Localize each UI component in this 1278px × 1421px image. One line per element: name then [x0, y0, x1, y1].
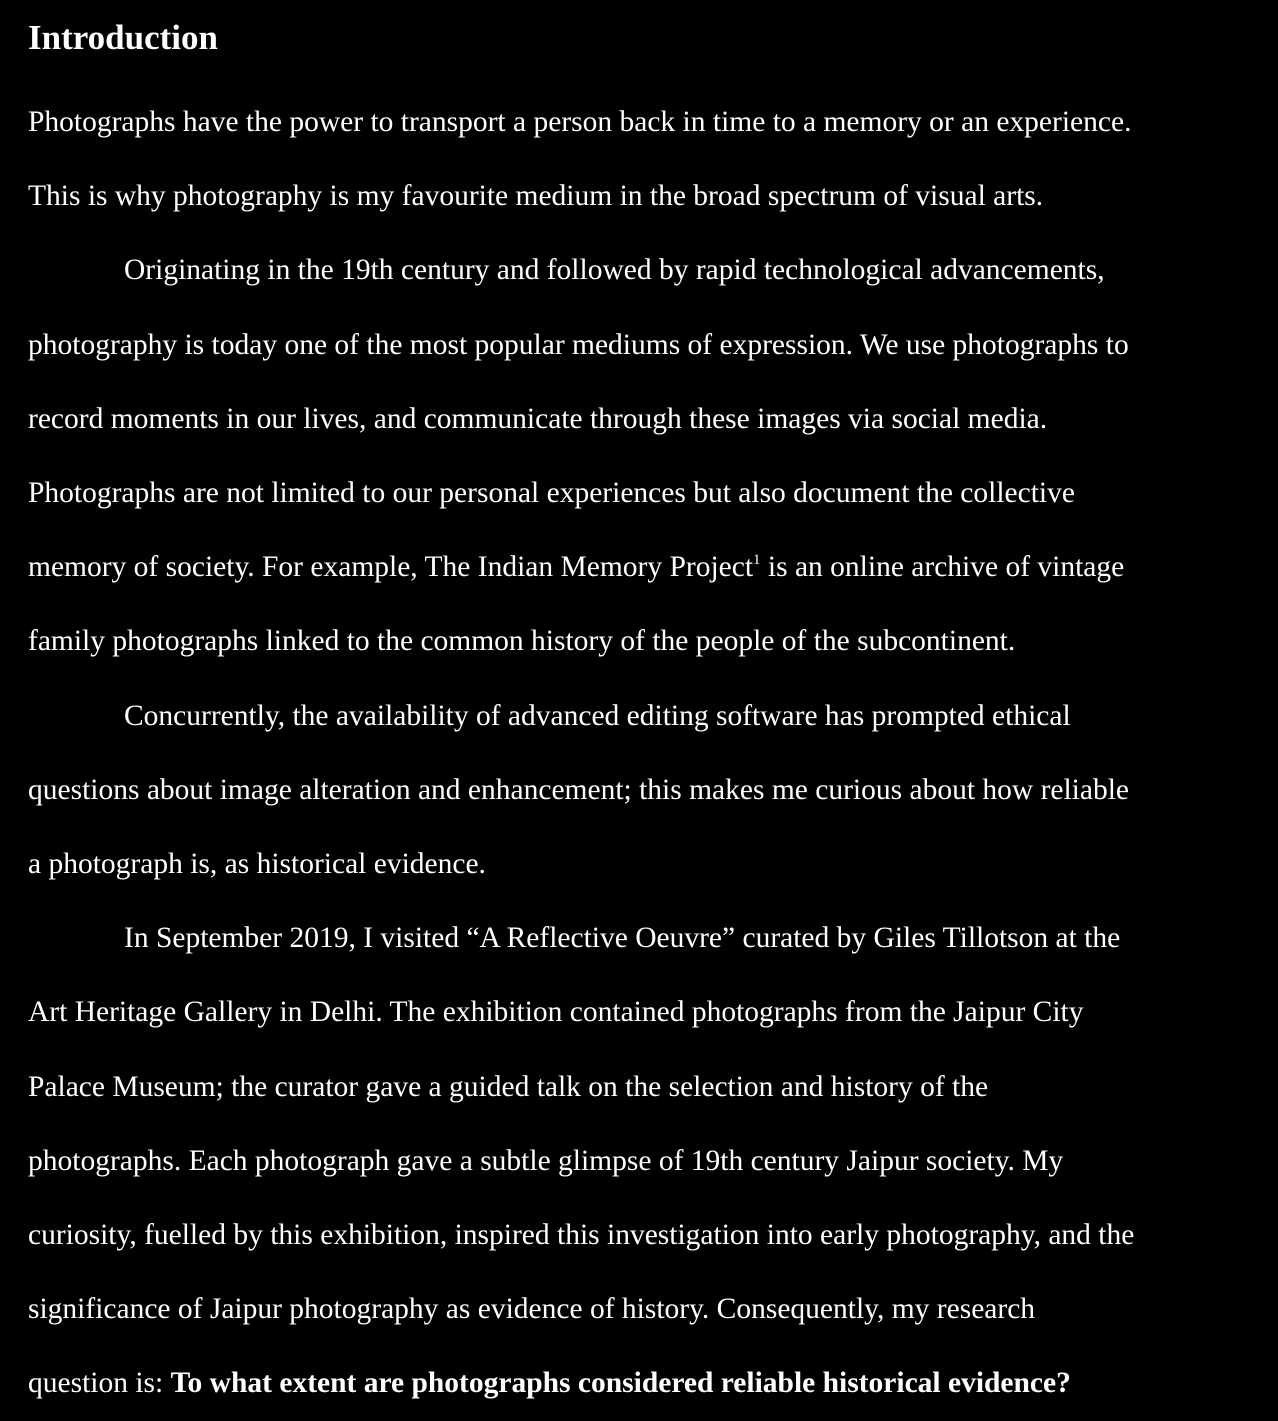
text-segment: is an online archive of vintage: [760, 551, 1125, 584]
research-question-line: [28, 1346, 1252, 1420]
section-heading: Introduction: [28, 18, 218, 57]
body-text: [28, 85, 1252, 1421]
text-line: Photographs are not limited to our personal experiences but also document the collective: [28, 477, 1075, 510]
text-line: Originating in the 19th century and followed by rapid technological advancements,: [124, 254, 1105, 287]
text-line: family photographs linked to the common history of the people of the subcontinent.: [28, 625, 1016, 658]
text-line: questions about image alteration and enhancement; this makes me curious about how reliable: [28, 773, 1130, 806]
research-question: To what extent are photographs considered reliable historical evidence?: [170, 1367, 1071, 1400]
text-line-with-footnote: [28, 530, 1252, 604]
text-line: In September 2019, I visited “A Reflective Oeuvre” curated by Giles Tillotson at the: [124, 922, 1121, 955]
text-line: This is why photography is my favourite medium in the broad spectrum of visual arts.: [28, 180, 1044, 213]
paragraph-2: [28, 233, 1252, 678]
text-line: significance of Jaipur photography as evidence of history. Consequently, my research: [28, 1293, 1036, 1326]
paragraph-4: [28, 901, 1252, 1420]
text-line: Art Heritage Gallery in Delhi. The exhibition contained photographs from the Jaipur City: [28, 996, 1084, 1029]
footnote-marker: 1: [753, 552, 761, 569]
text-line: Photographs have the power to transport a person back in time to a memory or an experience.: [28, 106, 1132, 138]
text-line: a photograph is, as historical evidence.: [28, 848, 486, 881]
text-line: Concurrently, the availability of advanced editing software has prompted ethical: [124, 699, 1071, 732]
text-line: photographs. Each photograph gave a subtle glimpse of 19th century Jaipur society. My: [28, 1144, 1064, 1177]
text-line: record moments in our lives, and communicate through these images via social media.: [28, 402, 1048, 435]
text-line: photography is today one of the most popular mediums of expression. We use photographs to: [28, 328, 1129, 361]
paragraph-3: [28, 679, 1252, 902]
text-segment: memory of society. For example, The Indian Memory Project: [28, 551, 754, 584]
text-line: Palace Museum; the curator gave a guided talk on the selection and history of the: [28, 1070, 989, 1103]
text-line: curiosity, fuelled by this exhibition, inspired this investigation into early photography, and the: [28, 1219, 1135, 1252]
text-segment: question is:: [28, 1367, 171, 1400]
paragraph-1: [28, 85, 1252, 233]
